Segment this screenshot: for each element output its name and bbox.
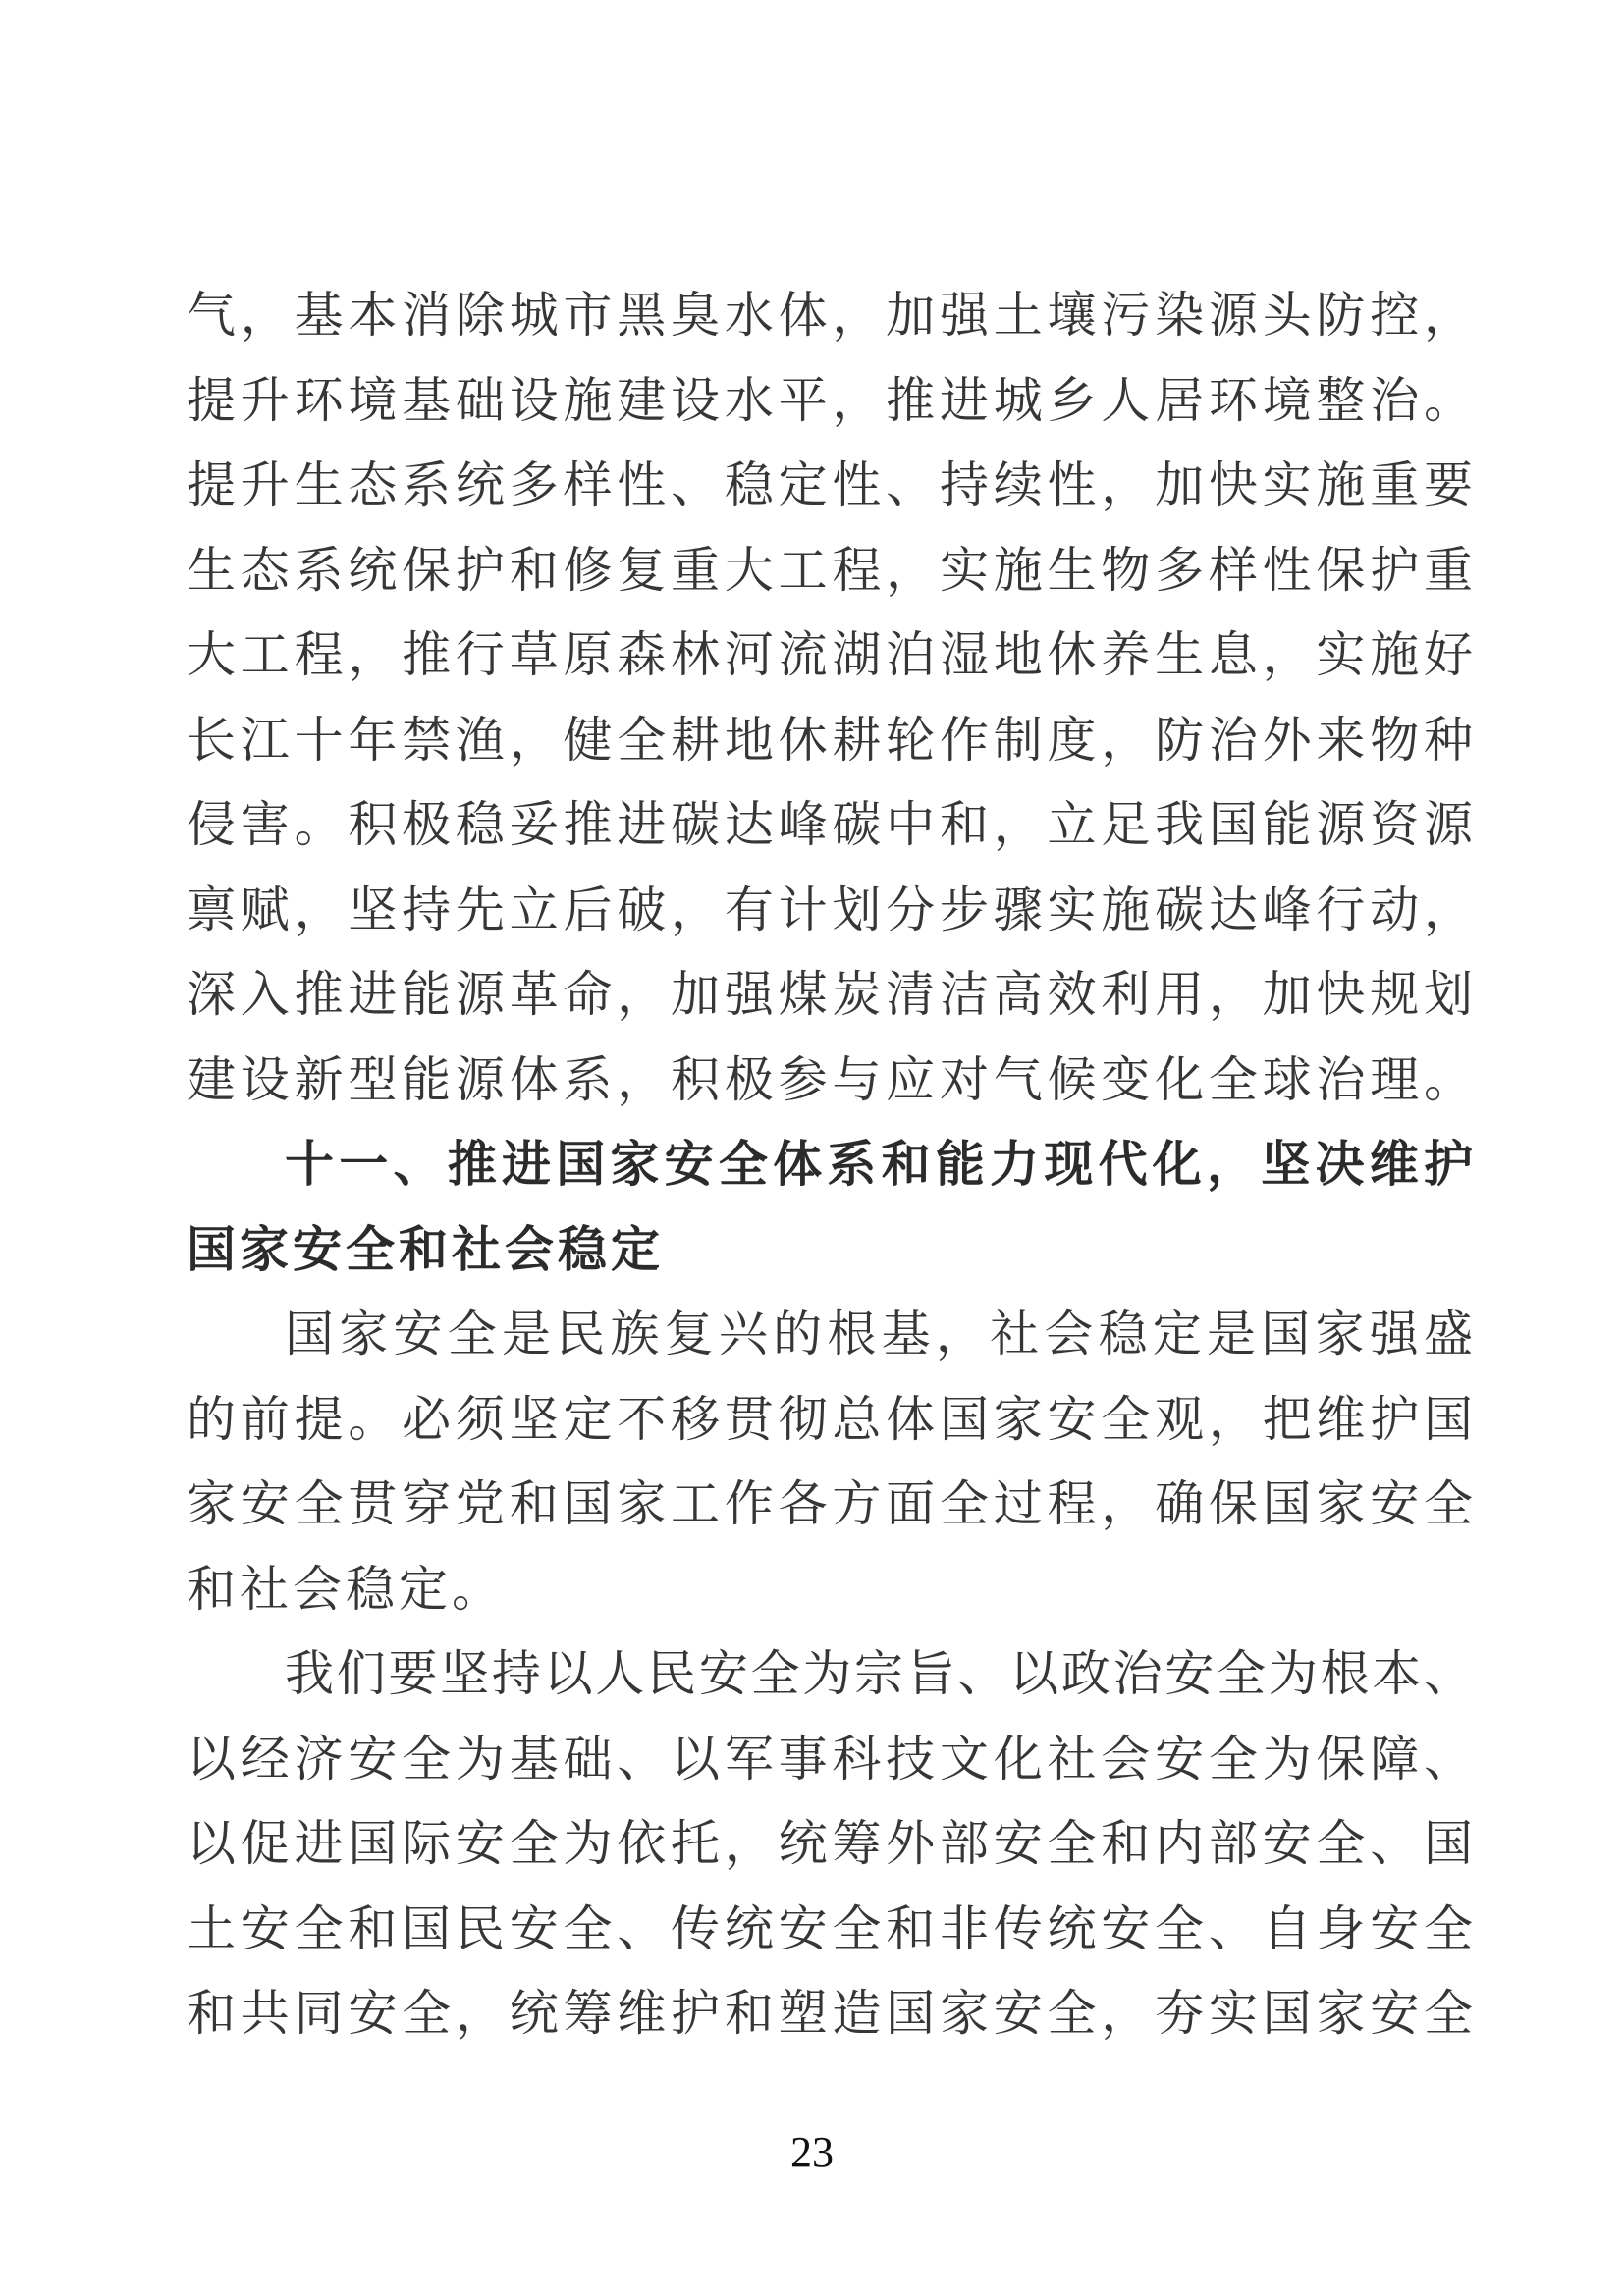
text-line: 家安全贯穿党和国家工作各方面全过程，确保国家安全	[187, 1476, 1473, 1531]
text-line: 提升生态系统多样性、稳定性、持续性，加快实施重要	[187, 457, 1473, 512]
paragraph	[187, 1292, 1473, 1631]
heading-line: 十一、推进国家安全体系和能力现代化，坚决维护	[285, 1137, 1473, 1192]
text-line: 国家安全是民族复兴的根基，社会稳定是国家强盛	[285, 1307, 1473, 1362]
text-line: 以经济安全为基础、以军事科技文化社会安全为保障、	[187, 1731, 1473, 1787]
document-body	[187, 273, 1473, 2056]
heading-line: 国家安全和社会稳定	[187, 1221, 664, 1277]
page-number: 23	[790, 2128, 834, 2176]
text-line: 长江十年禁渔，健全耕地休耕轮作制度，防治外来物种	[187, 712, 1473, 768]
text-line: 大工程，推行草原森林河流湖泊湿地休养生息，实施好	[187, 627, 1473, 682]
text-line: 提升环境基础设施建设水平，推进城乡人居环境整治。	[187, 372, 1473, 428]
text-line: 我们要坚持以人民安全为宗旨、以政治安全为根本、	[285, 1646, 1473, 1701]
text-line: 气，基本消除城市黑臭水体，加强土壤污染源头防控，	[187, 288, 1473, 343]
text-line: 和社会稳定。	[187, 1561, 505, 1617]
text-line: 生态系统保护和修复重大工程，实施生物多样性保护重	[187, 542, 1473, 598]
paragraph	[187, 273, 1473, 1122]
text-line: 禀赋，坚持先立后破，有计划分步骤实施碳达峰行动，	[187, 881, 1473, 937]
section-heading	[187, 1122, 1473, 1292]
text-line: 建设新型能源体系，积极参与应对气候变化全球治理。	[187, 1051, 1473, 1107]
text-line: 土安全和国民安全、传统安全和非传统安全、自身安全	[187, 1900, 1473, 1956]
text-line: 的前提。必须坚定不移贯彻总体国家安全观，把维护国	[187, 1391, 1473, 1447]
text-line: 和共同安全，统筹维护和塑造国家安全，夯实国家安全	[187, 1986, 1473, 2041]
text-line: 深入推进能源革命，加强煤炭清洁高效利用，加快规划	[187, 967, 1473, 1022]
paragraph	[187, 1631, 1473, 2056]
text-line: 以促进国际安全为依托，统筹外部安全和内部安全、国	[187, 1816, 1473, 1871]
text-line: 侵害。积极稳妥推进碳达峰碳中和，立足我国能源资源	[187, 797, 1473, 852]
